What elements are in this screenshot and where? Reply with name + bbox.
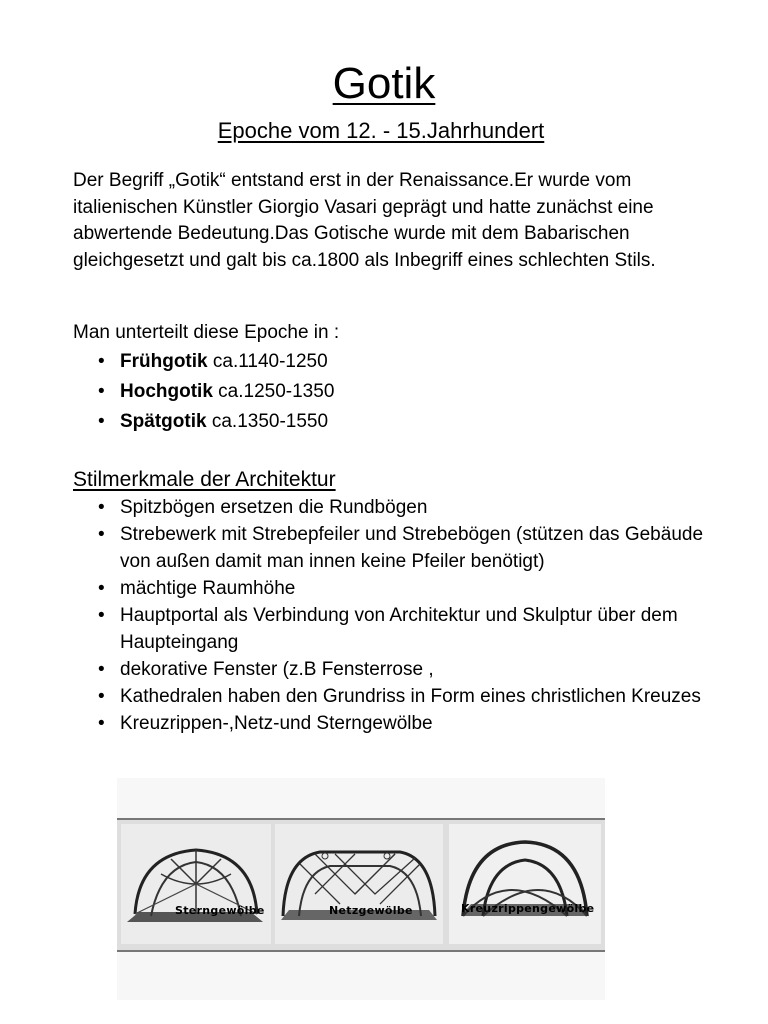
- page-title: Gotik: [332, 59, 436, 108]
- list-item: [73, 377, 334, 407]
- list-item: • Spitzbögen ersetzen die Rundbögen: [73, 494, 713, 521]
- epoch-list: [73, 347, 334, 437]
- list-item: • mächtige Raumhöhe: [73, 575, 713, 602]
- epoch-period: ca.1140-1250: [212, 351, 328, 372]
- epoch-name: Hochgotik: [120, 381, 213, 402]
- list-item: • Strebewerk mit Strebepfeiler und Strebebögen (stützen das Gebäude von außen damit man innen keine Pfeiler benötigt): [73, 521, 713, 575]
- epoch-name: Spätgotik: [120, 411, 207, 432]
- epoch-period: ca.1350-1550: [211, 411, 329, 432]
- epoch-name: Frühgotik: [120, 351, 208, 372]
- list-item: • Kreuzrippen-,Netz-und Sterngewölbe: [73, 710, 713, 737]
- page-subtitle: Epoche vom 12. - 15.Jahrhundert: [217, 118, 545, 143]
- caption-rib-vault: Kreuzrippengewölbe: [461, 902, 595, 915]
- epoch-period: ca.1250-1350: [218, 381, 335, 402]
- star-vault-illustration: [121, 824, 271, 944]
- caption-net-vault: Netzgewölbe: [329, 904, 413, 917]
- list-item: • Hauptportal als Verbindung von Architektur und Skulptur über dem Haupteingang: [73, 602, 713, 656]
- list-item: • dekorative Fenster (z.B Fensterrose ,: [73, 656, 713, 683]
- intro-paragraph: Der Begriff „Gotik“ entstand erst in der Renaissance.Er wurde vom italienischen Künstler Giorgio Vasari geprägt und hatte zunächst eine abwertende Bedeutung.Das Gotische wurde mit dem Babarischen gleichgesetzt und galt bis ca.1800 als Inbegriff eines schlechten Stils.: [73, 170, 656, 271]
- list-item: [73, 407, 334, 437]
- vault-types-image: [117, 778, 605, 1000]
- caption-star-vault: Sterngewölbe: [175, 904, 265, 917]
- feature-list: [73, 494, 713, 737]
- section-heading: Stilmerkmale der Architektur: [73, 468, 336, 491]
- net-vault-illustration: [275, 824, 443, 944]
- rib-vault-illustration: [449, 824, 601, 944]
- list-item: • Kathedralen haben den Grundriss in Form eines christlichen Kreuzes: [73, 683, 713, 710]
- division-intro: Man unterteilt diese Epoche in :: [73, 322, 340, 343]
- list-item: [73, 347, 334, 377]
